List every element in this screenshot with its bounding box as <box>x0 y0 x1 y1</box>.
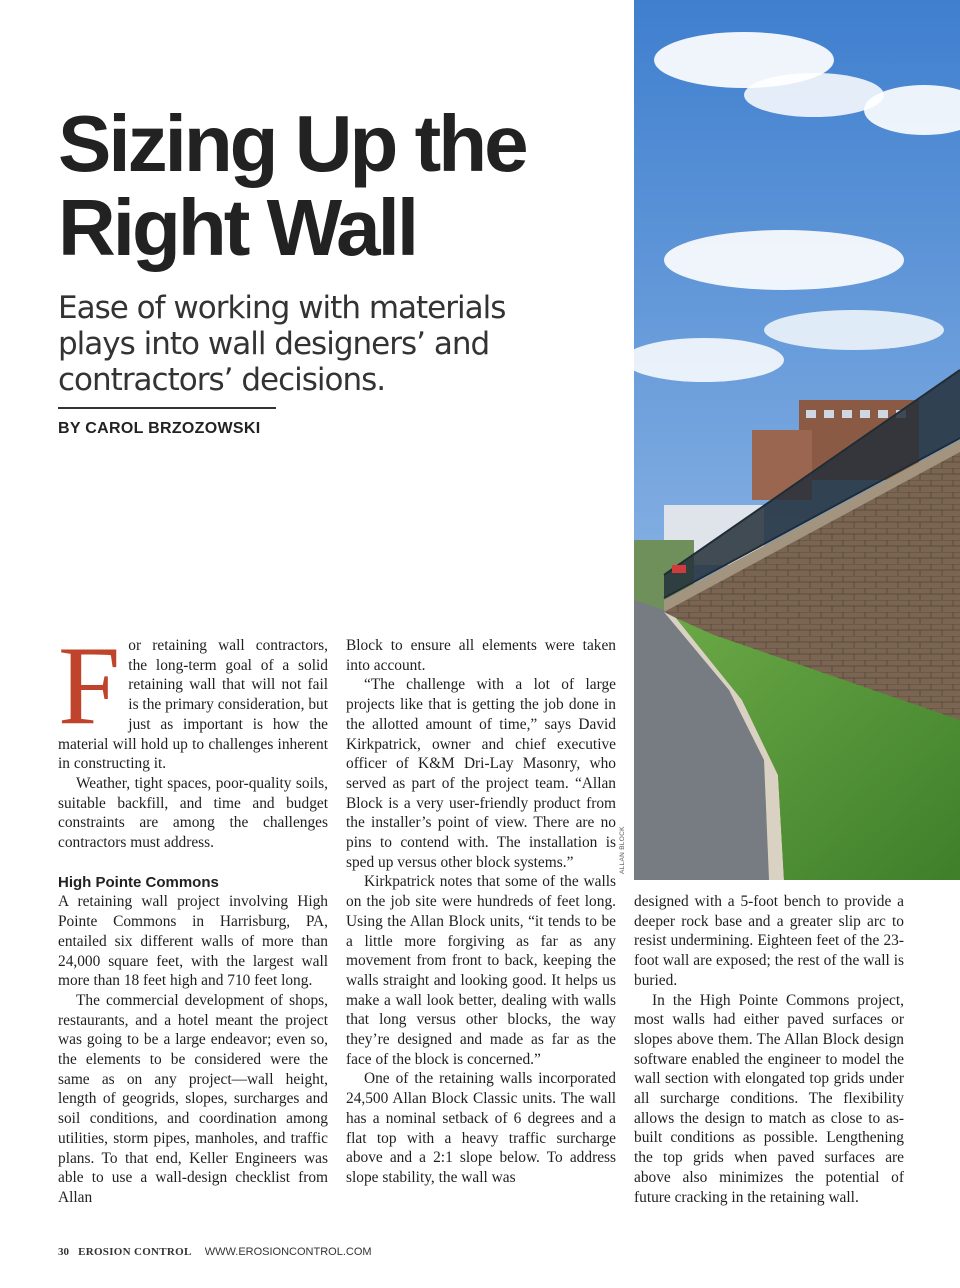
article-subtitle: Ease of working with materials plays into wall designers’ and contractors’ decisions. <box>58 290 506 398</box>
text-column-2 <box>346 636 616 1188</box>
paragraph: designed with a 5-foot bench to provide a deeper rock base and a greater slip arc to resist undermining. Eighteen feet of the 23-foot wall are exposed; the rest of the wall is buried. <box>634 893 904 989</box>
paragraph: Block to ensure all elements were taken into account. <box>346 637 616 674</box>
first-paragraph <box>58 624 328 774</box>
paragraph: Kirkpatrick notes that some of the walls on the job site were hundreds of feet long. Using the Allan Block units, “it tends to be a little more forgiving as far as any movement from front to back, keeping the walls straight and looking good. It helps us make a wall look better, dealing with walls that long versus other blocks, the way they’re designed and made as far as the face of the block is concerned.” <box>346 873 616 1068</box>
paragraph: A retaining wall project involving High Pointe Commons in Harrisburg, PA, entailed six different walls of more than 24,000 square feet, with the largest wall more than 18 feet high and 710 feet long. <box>58 893 328 990</box>
byline-rule <box>58 407 276 409</box>
magazine-url: WWW.EROSIONCONTROL.COM <box>204 1246 372 1258</box>
article-title: Sizing Up the Right Wall <box>58 99 526 272</box>
magazine-name: EROSION CONTROL <box>78 1246 192 1258</box>
photo-credit: ALLAN BLOCK <box>619 826 626 874</box>
paragraph-text: or retaining wall contractors, the long-term goal of a solid retaining wall that will not fail is the primary consideration, but just as important is how the material will hold up to challenges inherent in constructing it. <box>58 637 328 773</box>
paragraph: One of the retaining walls incorporated 24,500 Allan Block Classic units. The wall has a nominal setback of 6 degrees and a flat top with a heavy traffic surcharge above and a 2:1 slope below. To address slope stability, the wall was <box>346 1070 616 1186</box>
paragraph: Weather, tight spaces, poor-quality soils, suitable backfill, and time and budget constraints are among the challenges contractors must address. <box>58 774 328 852</box>
page-number: 30 <box>58 1246 69 1258</box>
section-subhead: High Pointe Commons <box>58 873 219 891</box>
drop-cap: F <box>58 624 121 748</box>
paragraph: The commercial development of shops, restaurants, and a hotel meant the project was going to be a large endeavor; even so, the elements to be considered were the same as on any project—wall height, length of geogrids, slopes, surcharges and soil conditions, and coordination among utilities, storm pipes, manholes, and traffic plans. To that end, Keller Engineers was able to use a wall-design checklist from Allan <box>58 991 328 1206</box>
page-footer <box>58 1246 372 1258</box>
text-column-1 <box>58 624 328 1208</box>
byline: BY CAROL BRZOZOWSKI <box>58 420 261 437</box>
paragraph: “The challenge with a lot of large projects like that is getting the job done in the allotted amount of time,” says David Kirkpatrick, owner and chief executive officer of K&M Dri-Lay Masonry, who served as part of the project team. “Allan Block is a very user-friendly product from the installer’s point of view. There are no pins to contend with. The installation is sped up versus other block systems.” <box>346 676 616 871</box>
text-column-3 <box>634 892 904 1207</box>
photo-illustration <box>634 0 960 880</box>
retaining-wall-photo <box>634 0 960 880</box>
paragraph: In the High Pointe Commons project, most walls had either paved surfaces or slopes above them. The Allan Block design software enabled the engineer to model the wall section with elongated top grids under all surcharge conditions. The flexibility allows the design to match as close to as-built conditions as possible. Lengthening the top grids when paved surfaces are above also minimizes the potential of future cracking in the retaining wall. <box>634 991 904 1206</box>
